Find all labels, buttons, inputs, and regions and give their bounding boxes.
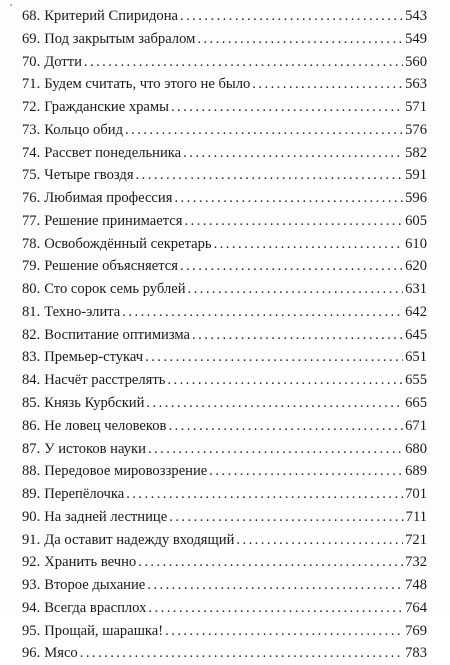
chapter-number: 87.	[22, 440, 41, 457]
page-number: 721	[405, 531, 427, 548]
chapter-title: У истоков науки	[44, 440, 146, 457]
toc-entry	[22, 392, 427, 415]
page-number: 732	[405, 554, 427, 571]
toc-entry	[22, 438, 427, 461]
chapter-title: Гражданские храмы	[44, 99, 169, 116]
dot-leader	[169, 506, 403, 529]
dot-leader	[180, 5, 403, 28]
page-number: 711	[405, 508, 427, 525]
toc-entry	[22, 73, 427, 96]
page-number: 591	[405, 167, 427, 184]
chapter-number: 86.	[22, 417, 41, 434]
chapter-title: Любимая профессия	[44, 190, 173, 207]
dot-leader	[138, 551, 403, 574]
chapter-number: 75.	[22, 167, 41, 184]
toc-entry	[22, 119, 427, 142]
dot-leader	[148, 597, 403, 620]
dot-leader	[167, 369, 403, 392]
dot-leader	[136, 164, 404, 187]
chapter-title: Воспитание оптимизма	[44, 326, 191, 343]
chapter-title: Насчёт расстрелять	[44, 372, 166, 389]
chapter-number: 90.	[22, 508, 41, 525]
chapter-title: Прощай, шарашка!	[44, 622, 164, 639]
dot-leader	[185, 210, 404, 233]
dot-leader	[84, 51, 403, 74]
chapter-title: На задней лестнице	[44, 508, 168, 525]
page-number: 605	[405, 212, 427, 229]
chapter-number: 94.	[22, 599, 41, 616]
chapter-number: 70.	[22, 53, 41, 70]
chapter-number: 83.	[22, 349, 41, 366]
chapter-title: Решение объясняется	[44, 258, 178, 275]
chapter-number: 85.	[22, 395, 41, 412]
page-number: 680	[405, 440, 427, 457]
dot-leader	[252, 73, 403, 96]
chapter-title: Критерий Спиридона	[44, 8, 178, 24]
toc-entry	[22, 529, 427, 552]
chapter-title: Не ловец человеков	[44, 417, 167, 434]
toc-entry	[22, 142, 427, 165]
page-number: 576	[405, 121, 427, 138]
page-number: 665	[405, 395, 427, 412]
toc-entry	[22, 551, 427, 574]
toc-entry	[22, 506, 427, 529]
toc-entry	[22, 278, 427, 301]
toc-entry	[22, 164, 427, 187]
toc-entry	[22, 210, 427, 233]
chapter-number: 76.	[22, 190, 41, 207]
page-number: 549	[405, 30, 427, 47]
page-number: 571	[405, 99, 427, 116]
chapter-number: 72.	[22, 99, 41, 116]
page-number: 701	[405, 486, 427, 503]
dot-leader	[214, 233, 404, 256]
chapter-title: Дотти	[44, 53, 82, 70]
dot-leader	[188, 278, 404, 301]
toc-entry	[22, 620, 427, 643]
chapter-number: 74.	[22, 144, 41, 161]
toc-entry	[22, 5, 427, 28]
chapter-number: 96.	[22, 645, 41, 662]
page-number: 563	[405, 76, 427, 93]
page-number: 651	[405, 349, 427, 366]
toc-entry	[22, 415, 427, 438]
chapter-title: Хранить вечно	[44, 554, 137, 571]
chapter-number: 93.	[22, 577, 41, 594]
chapter-number: 80.	[22, 281, 41, 298]
chapter-title: Всегда врасплох	[44, 599, 147, 616]
toc-entry	[22, 483, 427, 506]
chapter-number: 92.	[22, 554, 41, 571]
toc-entry	[22, 28, 427, 51]
chapter-title: Рассвет понедельника	[44, 144, 182, 161]
chapter-title: Кольцо обид	[44, 121, 124, 138]
page-number: 645	[405, 326, 427, 343]
toc-entry	[22, 642, 427, 665]
page-number: 610	[405, 235, 427, 252]
chapter-title: Решение принимается	[44, 212, 183, 229]
page-number: 543	[405, 8, 427, 24]
dot-leader	[146, 392, 403, 415]
chapter-number: 78.	[22, 235, 41, 252]
dot-leader	[165, 620, 403, 643]
chapter-title: Передовое мировоззрение	[44, 463, 208, 480]
chapter-title: Четыре гвоздя	[44, 167, 134, 184]
chapter-number: 84.	[22, 372, 41, 389]
toc-entry	[22, 369, 427, 392]
dot-leader	[171, 96, 403, 119]
chapter-number: 79.	[22, 258, 41, 275]
chapter-number: 95.	[22, 622, 41, 639]
page-number: 671	[405, 417, 427, 434]
dot-leader	[192, 324, 403, 347]
table-of-contents	[22, 5, 427, 665]
toc-entry	[22, 96, 427, 119]
chapter-title: Будем считать, что этого не было	[44, 76, 251, 93]
paper-speck	[10, 4, 12, 6]
page-number: 689	[405, 463, 427, 480]
dot-leader	[168, 415, 403, 438]
page-number: 764	[405, 599, 427, 616]
page-number: 631	[405, 281, 427, 298]
chapter-title: Да оставит надежду входящий	[44, 531, 235, 548]
dot-leader	[147, 574, 403, 597]
chapter-title: Перепёлочка	[44, 486, 125, 503]
toc-entry	[22, 574, 427, 597]
chapter-title: Премьер-стукач	[44, 349, 144, 366]
page-number: 642	[405, 303, 427, 320]
toc-entry	[22, 187, 427, 210]
chapter-number: 68.	[22, 8, 41, 24]
dot-leader	[236, 529, 403, 552]
chapter-number: 91.	[22, 531, 41, 548]
toc-entry	[22, 233, 427, 256]
dot-leader	[180, 255, 403, 278]
chapter-number: 77.	[22, 212, 41, 229]
chapter-title: Под закрытым забралом	[44, 30, 196, 47]
dot-leader	[126, 483, 403, 506]
toc-entry	[22, 255, 427, 278]
dot-leader	[145, 346, 403, 369]
chapter-number: 82.	[22, 326, 41, 343]
chapter-title: Сто сорок семь рублей	[44, 281, 186, 298]
chapter-title: Техно-элита	[44, 303, 121, 320]
page-number: 783	[405, 645, 427, 662]
page-number: 748	[405, 577, 427, 594]
toc-entry	[22, 324, 427, 347]
toc-entry	[22, 460, 427, 483]
dot-leader	[148, 438, 403, 461]
page-number: 582	[405, 144, 427, 161]
chapter-number: 71.	[22, 76, 41, 93]
page-number: 620	[405, 258, 427, 275]
page-number: 655	[405, 372, 427, 389]
chapter-title: Освобождённый секретарь	[44, 235, 212, 252]
chapter-number: 69.	[22, 30, 41, 47]
chapter-title: Мясо	[44, 645, 78, 662]
dot-leader	[183, 142, 403, 165]
dot-leader	[209, 460, 403, 483]
page-number: 769	[405, 622, 427, 639]
dot-leader	[125, 119, 403, 142]
dot-leader	[197, 28, 403, 51]
chapter-title: Князь Курбский	[44, 395, 145, 412]
dot-leader	[174, 187, 403, 210]
chapter-number: 81.	[22, 303, 41, 320]
chapter-number: 89.	[22, 486, 41, 503]
chapter-title: Второе дыхание	[44, 577, 146, 594]
page-number: 560	[405, 53, 427, 70]
dot-leader	[80, 642, 403, 665]
page-number: 596	[405, 190, 427, 207]
toc-entry	[22, 51, 427, 74]
chapter-number: 88.	[22, 463, 41, 480]
toc-entry	[22, 346, 427, 369]
chapter-number: 73.	[22, 121, 41, 138]
toc-entry	[22, 597, 427, 620]
dot-leader	[122, 301, 403, 324]
toc-entry	[22, 301, 427, 324]
